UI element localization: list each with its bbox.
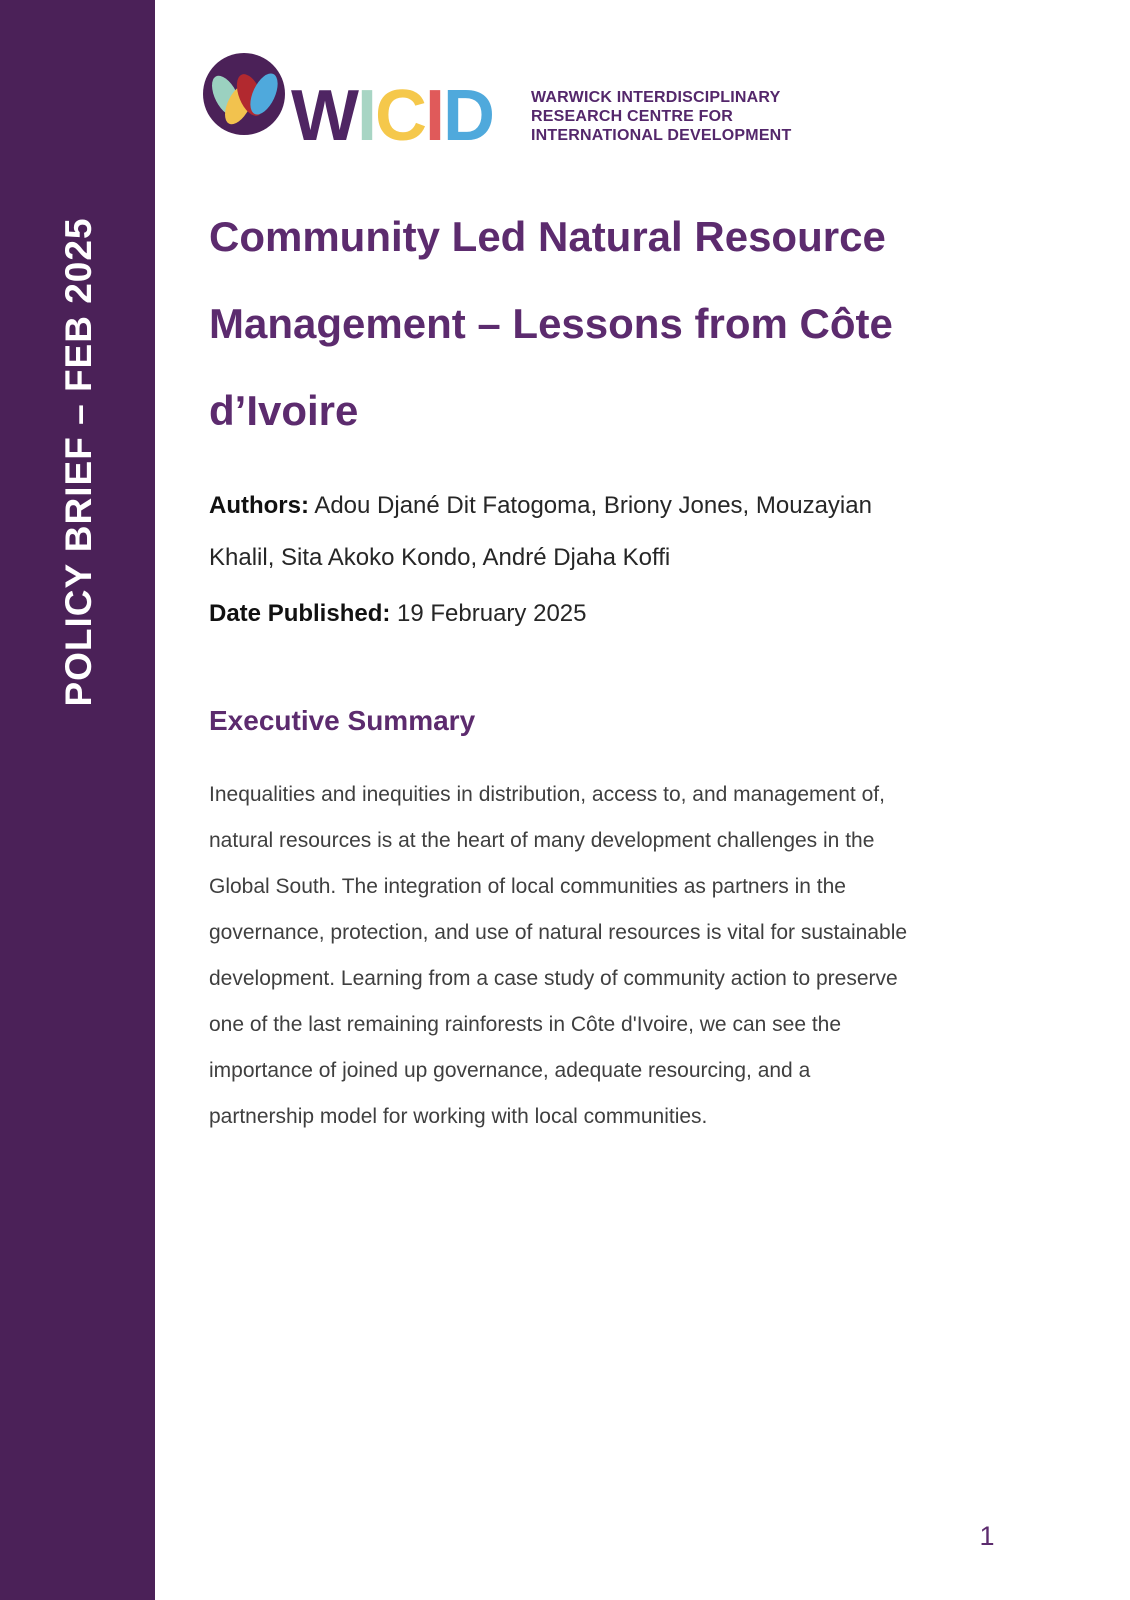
page-title-line: Community Led Natural Resource [209,213,886,260]
authors-line: Khalil, Sita Akoko Kondo, André Djaha Koffi [209,544,671,571]
page-title-line: Management – Lessons from Côte [209,300,893,347]
wordmark-letter: W [291,76,357,156]
organisation-name-line: RESEARCH CENTRE FOR [531,108,734,125]
page-title-line: d’Ivoire [209,387,359,434]
page-number: 1 [979,1521,995,1551]
sidebar-vertical-label: POLICY BRIEF – FEB 2025 [58,217,99,707]
authors-label: Authors: [209,492,309,519]
summary-line: development. Learning from a case study of community action to preserve [209,967,898,990]
summary-line: partnership model for working with local communities. [209,1105,708,1128]
summary-line: governance, protection, and use of natural resources is vital for sustainable [209,921,908,944]
authors-line [209,480,1009,532]
organisation-name-line: WARWICK INTERDISCIPLINARY [531,89,781,106]
wordmark-letter: I [424,76,443,156]
organisation-name-line: INTERNATIONAL DEVELOPMENT [531,127,792,144]
date-published [209,588,1009,640]
summary-line: Inequalities and inequities in distribution, access to, and management of, [209,783,885,806]
wicid-wordmark [291,76,493,156]
summary-line: natural resources is at the heart of many development challenges in the [209,829,875,852]
summary-line: importance of joined up governance, adequate resourcing, and a [209,1059,811,1082]
summary-line: one of the last remaining rainforests in Côte d'Ivoire, we can see the [209,1013,842,1036]
organisation-name [531,88,791,145]
date-published-value: 19 February 2025 [390,600,587,627]
executive-summary-text [209,772,1019,1140]
page-title [209,193,1009,454]
summary-line: Global South. The integration of local communities as partners in the [209,875,846,898]
date-published-label: Date Published: [209,600,391,627]
wordmark-letter: C [374,76,425,156]
authors-block [209,480,1009,584]
wordmark-letter: D [443,76,493,156]
sidebar [0,0,155,1600]
executive-summary-heading: Executive Summary [209,705,476,736]
wicid-logo-icon [203,53,285,135]
wordmark-letter: I [356,76,375,156]
authors-names: Adou Djané Dit Fatogoma, Briony Jones, Mouzayian [308,492,872,519]
